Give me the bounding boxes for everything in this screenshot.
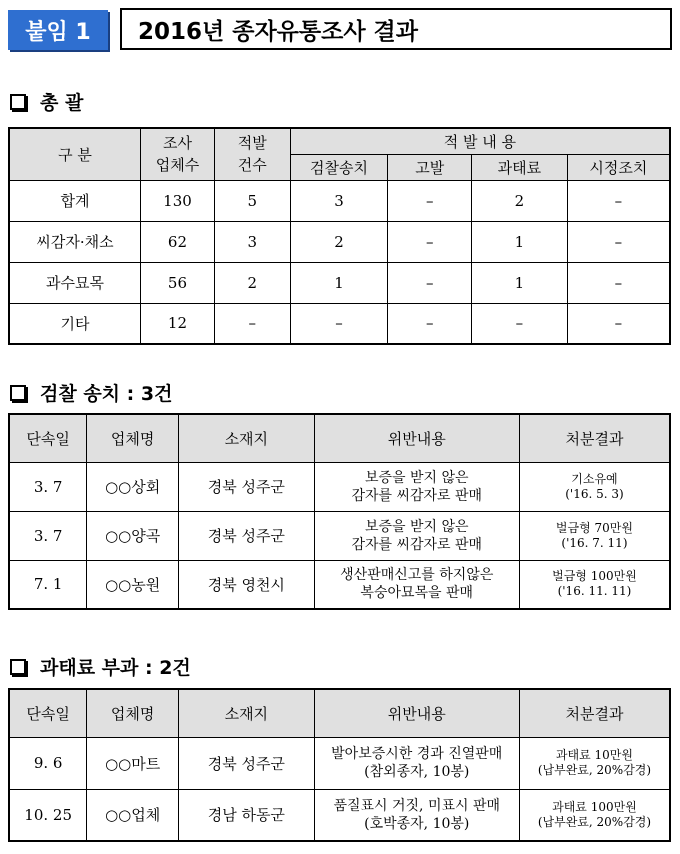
cell-fine: 1 [472, 221, 568, 262]
header-sub-2: 과태료 [472, 154, 568, 180]
header-row [9, 689, 670, 737]
cell-prosecution: 1 [290, 262, 388, 303]
table-row [9, 789, 670, 841]
header-sub-3: 시정조치 [567, 154, 670, 180]
cell-violation: 보증을 받지 않은 감자를 씨감자로 판매 [314, 511, 519, 560]
cell-date: 7. 1 [9, 560, 87, 609]
cell-cases: 5 [214, 180, 290, 221]
cell-firms: 12 [141, 303, 215, 344]
cell-location: 경북 영천시 [179, 560, 315, 609]
cell-cases: 3 [214, 221, 290, 262]
cell-complaint: – [388, 262, 472, 303]
cell-violation: 발아보증시한 경과 진열판매 (참외종자, 10봉) [314, 737, 519, 789]
cell-date: 9. 6 [9, 737, 87, 789]
header-location: 소재지 [179, 689, 315, 737]
cell-fine: 2 [472, 180, 568, 221]
checkbox-bullet-icon [10, 385, 26, 401]
table-row [9, 462, 670, 511]
header-location: 소재지 [179, 414, 315, 462]
header-sub-1: 고발 [388, 154, 472, 180]
cell-category: 합계 [9, 180, 141, 221]
cell-location: 경북 성주군 [179, 737, 315, 789]
header-result: 처분결과 [519, 414, 670, 462]
document-title: 2016년 종자유통조사 결과 [120, 8, 672, 50]
cell-firms: 56 [141, 262, 215, 303]
header-result: 처분결과 [519, 689, 670, 737]
cell-correction: – [567, 180, 670, 221]
header-violation: 위반내용 [314, 414, 519, 462]
cell-prosecution: 3 [290, 180, 388, 221]
summary-table [8, 127, 671, 345]
cell-category: 과수묘목 [9, 262, 141, 303]
table-row [9, 303, 670, 344]
cell-result: 벌금형 70만원 ('16. 7. 11) [519, 511, 670, 560]
header-row [9, 414, 670, 462]
header-date: 단속일 [9, 689, 87, 737]
cell-result: 기소유예 ('16. 5. 3) [519, 462, 670, 511]
section-title: 검찰 송치 : 3건 [40, 383, 173, 405]
cell-location: 경남 하동군 [179, 789, 315, 841]
cell-complaint: – [388, 303, 472, 344]
cell-company: ○○양곡 [87, 511, 179, 560]
header-category: 구 분 [9, 128, 141, 180]
cell-result: 벌금형 100만원 ('16. 11. 11) [519, 560, 670, 609]
cell-date: 3. 7 [9, 462, 87, 511]
cell-result: 과태료 100만원 (납부완료, 20%감경) [519, 789, 670, 841]
header-sub-0: 검찰송치 [290, 154, 388, 180]
cell-violation: 품질표시 거짓, 미표시 판매 (호박종자, 10봉) [314, 789, 519, 841]
prosecution-table [8, 413, 671, 610]
cell-cases: 2 [214, 262, 290, 303]
cell-violation: 보증을 받지 않은 감자를 씨감자로 판매 [314, 462, 519, 511]
cell-company: ○○업체 [87, 789, 179, 841]
table-row [9, 262, 670, 303]
header-violation: 위반내용 [314, 689, 519, 737]
cell-category: 씨감자·채소 [9, 221, 141, 262]
header-date: 단속일 [9, 414, 87, 462]
cell-company: ○○상회 [87, 462, 179, 511]
section-summary [10, 88, 83, 115]
cell-location: 경북 성주군 [179, 511, 315, 560]
section-title: 총 괄 [40, 92, 84, 114]
table-row [9, 560, 670, 609]
attachment-badge: 붙임 1 [8, 10, 108, 50]
header-detail: 적 발 내 용 [290, 128, 670, 154]
header-company: 업체명 [87, 689, 179, 737]
section-fine [10, 653, 191, 680]
cell-result: 과태료 10만원 (납부완료, 20%감경) [519, 737, 670, 789]
header-cases: 적발 건수 [214, 128, 290, 180]
cell-date: 3. 7 [9, 511, 87, 560]
section-prosecution [10, 379, 172, 406]
section-title: 과태료 부과 : 2건 [40, 657, 191, 679]
cell-complaint: – [388, 221, 472, 262]
table-row [9, 737, 670, 789]
header-firms: 조사 업체수 [141, 128, 215, 180]
cell-cases: – [214, 303, 290, 344]
document-header [8, 8, 676, 54]
header-company: 업체명 [87, 414, 179, 462]
cell-date: 10. 25 [9, 789, 87, 841]
table-row [9, 511, 670, 560]
cell-correction: – [567, 303, 670, 344]
cell-category: 기타 [9, 303, 141, 344]
cell-company: ○○마트 [87, 737, 179, 789]
cell-fine: – [472, 303, 568, 344]
cell-fine: 1 [472, 262, 568, 303]
cell-violation: 생산판매신고를 하지않은 복숭아묘목을 판매 [314, 560, 519, 609]
cell-firms: 62 [141, 221, 215, 262]
cell-location: 경북 성주군 [179, 462, 315, 511]
table-row [9, 180, 670, 221]
cell-correction: – [567, 221, 670, 262]
cell-firms: 130 [141, 180, 215, 221]
cell-prosecution: – [290, 303, 388, 344]
checkbox-bullet-icon [10, 94, 26, 110]
table-row [9, 221, 670, 262]
fine-table [8, 688, 671, 842]
cell-company: ○○농원 [87, 560, 179, 609]
cell-prosecution: 2 [290, 221, 388, 262]
cell-correction: – [567, 262, 670, 303]
cell-complaint: – [388, 180, 472, 221]
checkbox-bullet-icon [10, 659, 26, 675]
